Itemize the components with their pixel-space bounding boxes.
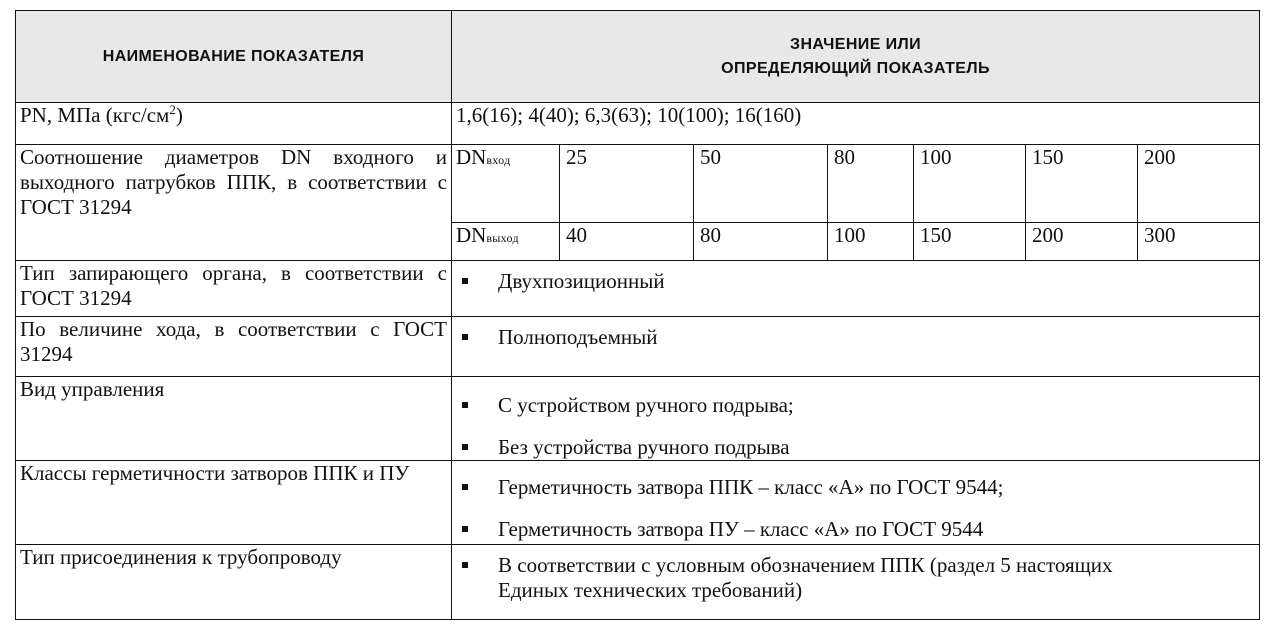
dn-inlet-value: 150: [1026, 145, 1138, 223]
list-item: Без устройства ручного подрыва: [456, 435, 1255, 460]
dn-label: Соотношение диаметров DN входного и выходного патрубков ППК, в соответствии с ГОСТ 31294: [16, 145, 452, 261]
header-value: [452, 11, 1260, 103]
dn-outlet-label: DNвыход: [452, 223, 560, 261]
dn-outlet-value: 150: [914, 223, 1026, 261]
dn-inlet-label: DNвход: [452, 145, 560, 223]
list-item: Двухпозиционный: [456, 269, 1255, 294]
header-value-line1: ЗНАЧЕНИЕ ИЛИ: [790, 35, 922, 53]
tightness-list: [456, 475, 1255, 542]
stroke-value: [452, 317, 1260, 377]
dn-outlet-value: 200: [1026, 223, 1138, 261]
pn-label: PN, МПа $(кгс/см^2)$: [16, 103, 452, 145]
dn-inlet-value: 25: [560, 145, 694, 223]
header-indicator-name: НАИМЕНОВАНИЕ ПОКАЗАТЕЛЯ: [16, 11, 452, 103]
stroke-label: По величине хода, в соответствии с ГОСТ 31294: [16, 317, 452, 377]
connection-list: [456, 553, 1255, 603]
tightness-label: Классы герметичности затворов ППК и ПУ: [16, 461, 452, 545]
row-dn-inlet: [16, 145, 1260, 223]
dn-inlet-value: 100: [914, 145, 1026, 223]
row-connection: [16, 545, 1260, 620]
list-item: Герметичность затвора ПУ – класс «А» по ГОСТ 9544: [456, 517, 1255, 542]
dn-outlet-value: 80: [694, 223, 828, 261]
row-pn: [16, 103, 1260, 145]
closure-type-label: Тип запирающего органа, в соответствии с ГОСТ 31294: [16, 261, 452, 317]
dn-inlet-value: 50: [694, 145, 828, 223]
row-control: [16, 377, 1260, 461]
connection-value: [452, 545, 1260, 620]
list-item: Полноподъемный: [456, 325, 1255, 350]
dn-inlet-value: 200: [1138, 145, 1260, 223]
pn-value: 1,6(16); 4(40); 6,3(63); 10(100); 16(160): [452, 103, 1260, 145]
dn-inlet-value: 80: [828, 145, 914, 223]
row-tightness: [16, 461, 1260, 545]
closure-type-value: [452, 261, 1260, 317]
list-item: С устройством ручного подрыва;: [456, 393, 1255, 418]
dn-outlet-value: 100: [828, 223, 914, 261]
dn-outlet-value: 40: [560, 223, 694, 261]
dn-outlet-value: 300: [1138, 223, 1260, 261]
control-value: [452, 377, 1260, 461]
control-list: [456, 393, 1255, 460]
stroke-list: [456, 325, 1255, 350]
list-item: Герметичность затвора ППК – класс «А» по ГОСТ 9544;: [456, 475, 1255, 500]
control-label: Вид управления: [16, 377, 452, 461]
row-closure-type: [16, 261, 1260, 317]
spec-table: [15, 10, 1260, 620]
tightness-value: [452, 461, 1260, 545]
connection-label: Тип присоединения к трубопроводу: [16, 545, 452, 620]
row-stroke: [16, 317, 1260, 377]
closure-type-list: [456, 269, 1255, 294]
header-row: [16, 11, 1260, 103]
header-value-line2: ОПРЕДЕЛЯЮЩИЙ ПОКАЗАТЕЛЬ: [721, 59, 990, 77]
list-item: В соответствии с условным обозначением ППК (раздел 5 настоящих Единых технических требований): [456, 553, 1255, 603]
